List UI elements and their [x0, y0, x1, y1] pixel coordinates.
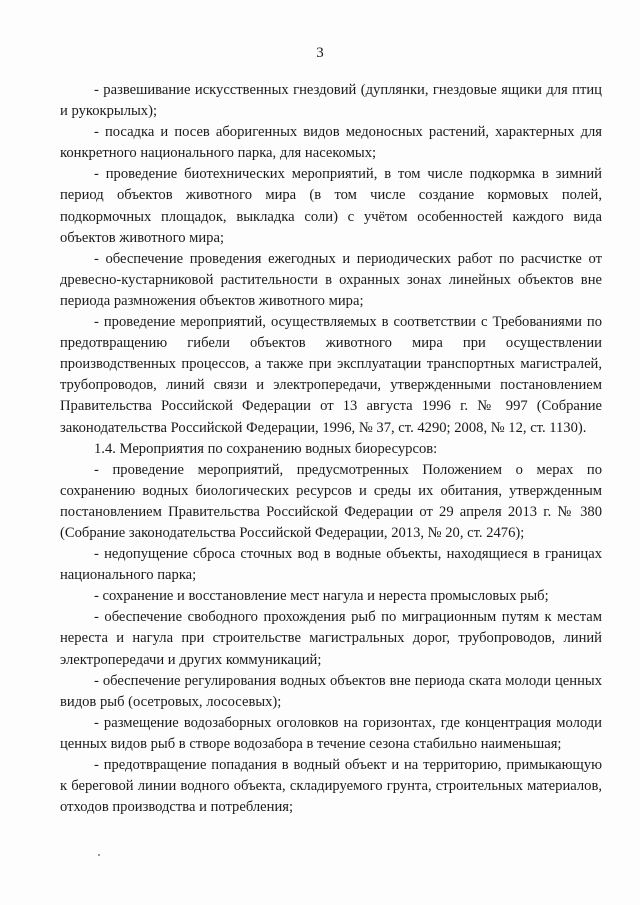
paragraph: - проведение биотехнических мероприятий, в том числе подкормка в зимний период объектов животного мира (в том числе создание кормовых полей, подкормочных площадок, выкладка соли) с учётом особенностей каждого вида объектов животного мира;: [60, 166, 602, 246]
paragraph: - развешивание искусственных гнездовий (дуплянки, гнездовые ящики для птиц и рукокрылых);: [60, 82, 602, 120]
paragraph: - обеспечение свободного прохождения рыб по миграционным путям к местам нереста и нагула при строительстве магистральных дорог, трубопроводов, линий электропередачи и других коммуникаций;: [60, 609, 602, 668]
page-number: 3: [316, 45, 324, 61]
paragraph: - обеспечение регулирования водных объектов вне периода ската молоди ценных видов рыб (осетровых, лососевых);: [60, 672, 602, 710]
paragraph: - недопущение сброса сточных вод в водные объекты, находящиеся в границах национального парка;: [60, 546, 602, 584]
paragraph: - сохранение и восстановление мест нагула и нереста промысловых рыб;: [94, 588, 549, 605]
section-heading: 1.4. Мероприятия по сохранению водных биоресурсов:: [94, 440, 438, 457]
paragraph: - проведение мероприятий, предусмотренных Положением о мерах по сохранению водных биологических ресурсов и среды их обитания, утвержденным постановлением Правительства Российской Федерации от 29 апреля 2013 г. № 380 (Собрание законодательства Российской Федерации, 2013, № 20, ст. 2476);: [60, 461, 602, 541]
document-body: [60, 80, 602, 818]
paragraph: - проведение мероприятий, осуществляемых в соответствии с Требованиями по предотвращению гибели объектов животного мира при осуществлении производственных процессов, а также при эксплуатации транспортных магистралей, трубопроводов, линий связи и электропередачи, утвержденными постановлением Правительства Российской Федерации от 13 августа 1996 г. № 997 (Собрание законодательства Российской Федерации, 1996, № 37, ст. 4290; 2008, № 12, ст. 1130).: [60, 314, 602, 436]
paragraph: - размещение водозаборных оголовков на горизонтах, где концентрация молоди ценных видов рыб в створе водозабора в течение сезона стабильно наименьшая;: [60, 714, 602, 752]
paragraph: - посадка и посев аборигенных видов медоносных растений, характерных для конкретного национального парка, для насекомых;: [60, 124, 602, 162]
paragraph: - обеспечение проведения ежегодных и периодических работ по расчистке от древесно-кустарниковой растительности в охранных зонах линейных объектов вне периода размножения объектов животного мира;: [60, 250, 602, 309]
paragraph: - предотвращение попадания в водный объект и на территорию, примыкающую к береговой линии водного объекта, складируемого грунта, строительных материалов, отходов производства и потребления;: [60, 757, 602, 816]
scan-speck: [98, 854, 100, 856]
